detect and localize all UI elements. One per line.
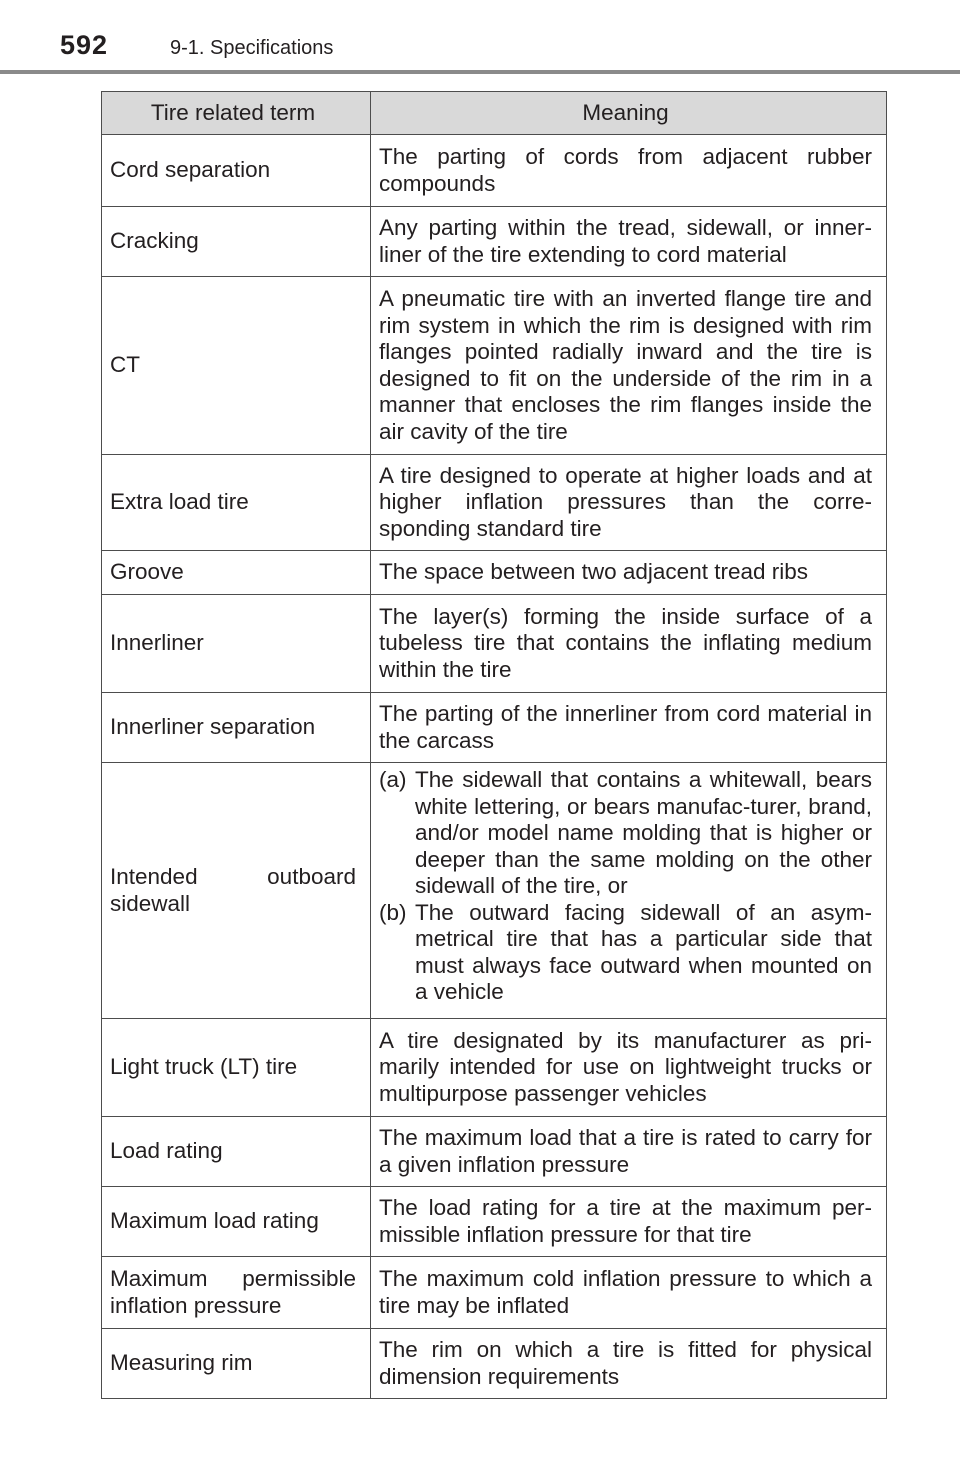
meaning-cell: A tire designed to operate at higher loads and at higher inflation pressures than the corre-sponding standard tire [371,455,887,551]
page-header [0,0,960,74]
table-row [102,277,887,455]
term-cell: Innerliner separation [102,693,371,763]
meaning-cell: Any parting within the tread, sidewall, or inner-liner of the tire extending to cord material [371,207,887,277]
meaning-cell: The parting of cords from adjacent rubber compounds [371,135,887,207]
term-word: Maximum [110,1266,208,1291]
term-cell: Load rating [102,1117,371,1187]
list-marker: (b) [379,899,407,925]
meaning-cell: A pneumatic tire with an inverted flange tire and rim system in which the rim is designed with rim flanges pointed radially inward and the tire is designed to fit on the underside of the rim in a manner that encloses the rim flanges inside the air cavity of the tire [371,277,887,455]
list-item [379,900,872,1006]
meaning-cell: The maximum cold inflation pressure to which a tire may be inflated [371,1257,887,1329]
section-title: 9-1. Specifications [170,37,334,59]
list-item [379,767,872,900]
term-first-line [110,864,356,891]
table-row [102,693,887,763]
term-cell: Measuring rim [102,1329,371,1399]
table-row [102,551,887,595]
list-marker: (a) [379,767,407,792]
meaning-cell: The maximum load that a tire is rated to carry for a given inflation pressure [371,1117,887,1187]
term-word: Intended [110,864,198,889]
term-cell: Extra load tire [102,455,371,551]
term-second-line: inflation pressure [110,1292,282,1318]
term-second-line: sidewall [110,890,191,916]
term-cell: Light truck (LT) tire [102,1019,371,1117]
column-header-term: Tire related term [102,92,371,135]
list-item-text: The outward facing sidewall of an asym-metrical tire that has a particular side that must always face outward when mounted on a vehicle [415,899,872,1004]
term-word: permissible [242,1266,356,1291]
table-row [102,1187,887,1257]
term-cell: CT [102,277,371,455]
table-row [102,595,887,693]
table-row [102,1329,887,1399]
term-cell: Cord separation [102,135,371,207]
table-row [102,207,887,277]
table-row [102,455,887,551]
tire-terms-table [101,91,887,1399]
table-row [102,1117,887,1187]
term-cell [102,1257,371,1329]
list-item-text: The sidewall that contains a whitewall, bears white lettering, or bears manufac-turer, brand, and/or model name molding that is higher or deeper than the same molding on the other sidewall of the tire, or [415,767,872,898]
header-divider [0,70,960,74]
meaning-cell: The layer(s) forming the inside surface of a tubeless tire that contains the inflating medium within the tire [371,595,887,693]
table-header-row [102,92,887,135]
term-first-line [110,1266,356,1293]
term-cell: Groove [102,551,371,595]
term-cell: Innerliner [102,595,371,693]
term-cell: Maximum load rating [102,1187,371,1257]
term-cell: Cracking [102,207,371,277]
meaning-cell: The load rating for a tire at the maximum per-missible inflation pressure for that tire [371,1187,887,1257]
table-row [102,135,887,207]
meaning-cell: The rim on which a tire is fitted for physical dimension requirements [371,1329,887,1399]
table-row [102,1257,887,1329]
term-word: outboard [267,864,356,889]
table-row [102,1019,887,1117]
meaning-cell: The parting of the innerliner from cord material in the carcass [371,693,887,763]
page-number: 592 [60,30,109,60]
meaning-cell: A tire designated by its manufacturer as pri-marily intended for use on lightweight trucks or multipurpose passenger vehicles [371,1019,887,1117]
meaning-cell: The space between two adjacent tread ribs [371,551,887,595]
table-row [102,763,887,1019]
meaning-cell [371,763,887,1019]
column-header-meaning: Meaning [371,92,887,135]
term-cell [102,763,371,1019]
